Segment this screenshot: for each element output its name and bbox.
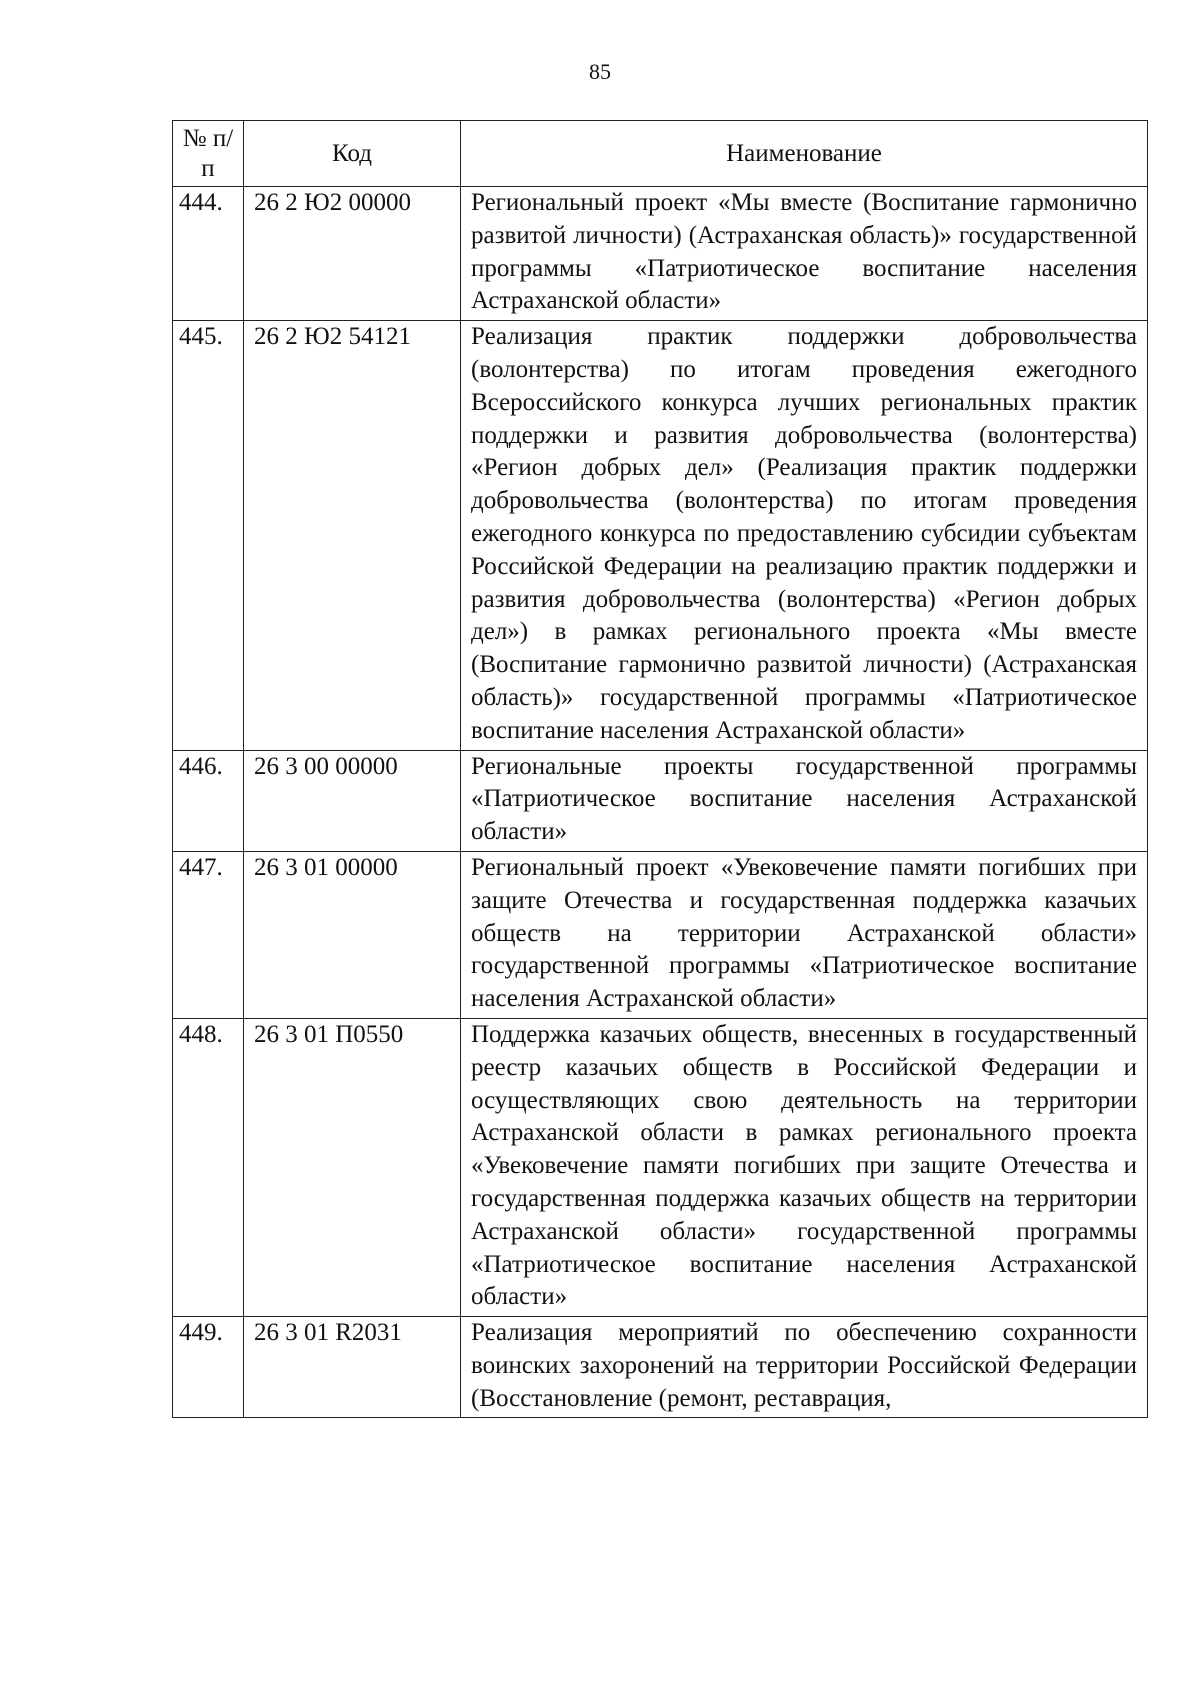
- row-code: 26 2 Ю2 54121: [244, 321, 461, 750]
- table-row: [173, 187, 1148, 321]
- row-code: 26 3 00 00000: [244, 750, 461, 851]
- row-number: 447.: [173, 851, 244, 1018]
- row-code: 26 2 Ю2 00000: [244, 187, 461, 321]
- row-code: 26 3 01 00000: [244, 851, 461, 1018]
- table-row: [173, 321, 1148, 750]
- row-number: 449.: [173, 1317, 244, 1418]
- header-code: Код: [244, 121, 461, 187]
- row-name: Реализация практик поддержки добровольчества (волонтерства) по итогам проведения ежегодного Всероссийского конкурса лучших региональных практик поддержки и развития добровольчества (волонтерства) «Регион добрых дел» (Реализация практик поддержки добровольчества (волонтерства) по итогам проведения ежегодного конкурса по предоставлению субсидии субъектам Российской Федерации на реализацию практик поддержки и развития добровольчества (волонтерства) «Регион добрых дел») в рамках регионального проекта «Мы вместе (Воспитание гармонично развитой личности) (Астраханская область)» государственной программы «Патриотическое воспитание населения Астраханской области»: [461, 321, 1148, 750]
- row-number: 448.: [173, 1018, 244, 1316]
- row-name: Поддержка казачьих обществ, внесенных в государственный реестр казачьих обществ в Российской Федерации и осуществляющих свою деятельность на территории Астраханской области в рамках регионального проекта «Увековечение памяти погибших при защите Отечества и государственная поддержка казачьих обществ на территории Астраханской области» государственной программы «Патриотическое воспитание населения Астраханской области»: [461, 1018, 1148, 1316]
- row-name: Региональный проект «Мы вместе (Воспитание гармонично развитой личности) (Астраханская область)» государственной программы «Патриотическое воспитание населения Астраханской области»: [461, 187, 1148, 321]
- row-name: Региональный проект «Увековечение памяти погибших при защите Отечества и государственная поддержка казачьих обществ на территории Астраханской области» государственной программы «Патриотическое воспитание населения Астраханской области»: [461, 851, 1148, 1018]
- table-row: [173, 851, 1148, 1018]
- table-row: [173, 750, 1148, 851]
- table-row: [173, 1018, 1148, 1316]
- row-code: 26 3 01 П0550: [244, 1018, 461, 1316]
- row-code: 26 3 01 R2031: [244, 1317, 461, 1418]
- header-number: № п/п: [173, 121, 244, 187]
- row-number: 445.: [173, 321, 244, 750]
- budget-classification-table: [172, 120, 1148, 1418]
- row-number: 446.: [173, 750, 244, 851]
- page-number: 85: [589, 59, 611, 84]
- table-header-row: [173, 121, 1148, 187]
- table-row: [173, 1317, 1148, 1418]
- row-name: Реализация мероприятий по обеспечению сохранности воинских захоронений на территории Российской Федерации (Восстановление (ремонт, реставрация,: [461, 1317, 1148, 1418]
- row-name: Региональные проекты государственной программы «Патриотическое воспитание населения Астраханской области»: [461, 750, 1148, 851]
- header-name: Наименование: [461, 121, 1148, 187]
- row-number: 444.: [173, 187, 244, 321]
